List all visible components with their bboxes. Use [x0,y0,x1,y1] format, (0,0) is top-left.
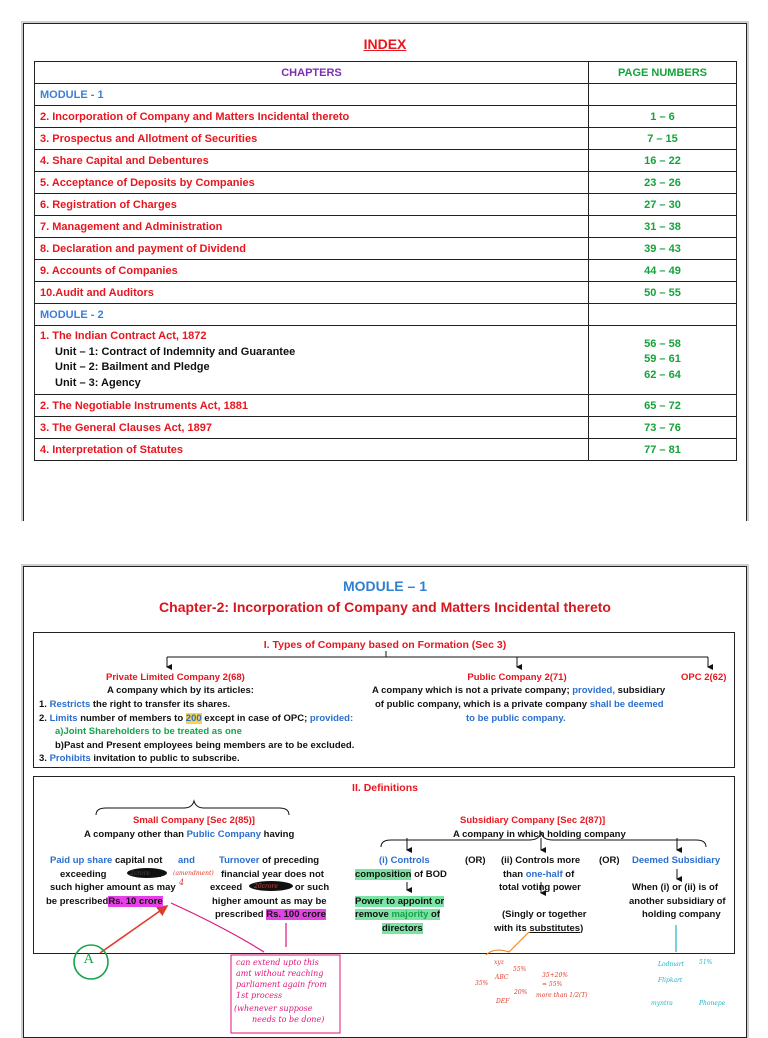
unit-label[interactable]: Unit – 3: Agency [55,376,141,389]
handwritten-note-line5: (whenever suppose [234,1004,313,1013]
page-range: 39 – 43 [589,238,737,260]
pen-myntra: myntra [651,1000,673,1007]
page-range: 1 – 6 [589,106,737,128]
public-company-line1: A company which is not a private company; provided, subsidiary [372,685,666,696]
page-range: 50 – 55 [589,282,737,304]
singly-line2: with its substitutes) [494,923,584,934]
module-label: MODULE - 2 [35,304,589,326]
page-range: 23 – 26 [589,172,737,194]
handwritten-note-line1: can extend upto this [236,958,319,967]
chapter-link[interactable]: 10.Audit and Auditors [35,282,589,304]
private-point-1: 1. Restricts the right to transfer its shares. [39,699,231,710]
page-numbers-header: PAGE NUMBERS [589,62,737,84]
pen-35-percent: 35% [475,980,489,987]
page-range-group [589,326,737,395]
amendment-number: 4 [179,878,185,887]
types-section-title: I. Types of Company based on Formation (Sec 3) [263,639,507,651]
and-connector: and [178,855,195,866]
table-row [35,282,737,304]
subsidiary-company-intro: A company in which holding company [453,829,626,840]
pen-flipkart: Flipkart [658,977,683,984]
paid-up-line1: Paid up share capital not [50,855,163,866]
chapter-link[interactable]: 9. Accounts of Companies [35,260,589,282]
paid-up-line2: exceeding or [60,869,163,880]
paid-up-line3: such higher amount as may [50,882,176,893]
pen-calc-1: 35+20% [542,972,568,979]
table-row [35,326,737,395]
pen-lodmart: Lodmart [658,961,684,968]
table-row [35,194,737,216]
chapter-link[interactable]: 7. Management and Administration [35,216,589,238]
pen-calc-3: more than 1/2(T) [536,992,588,999]
page-range: 27 – 30 [589,194,737,216]
opc-heading: OPC 2(62) [681,672,727,683]
struck-amount-1: 2crore [130,870,151,877]
private-point-2: 2. Limits number of members to 200 except in case of OPC; provided: [39,713,354,724]
table-row [35,84,737,106]
handwritten-note-line2: amt without reaching [236,969,324,978]
table-row [35,439,737,461]
power-line1: Power to appoint or [355,896,445,907]
chapter-link[interactable]: 3. Prospectus and Allotment of Securities [35,128,589,150]
handwritten-note-line3: parliament again from [236,980,327,989]
page-range: 65 – 72 [589,395,737,417]
private-point-2a: a)Joint Shareholders to be treated as one [55,726,242,737]
or-connector-2: (OR) [599,855,620,866]
deemed-line2: another subsidiary of [629,896,726,907]
diagram-connectors [24,567,746,1037]
chapter-page [23,566,747,1038]
circle-a-label: A [84,952,94,967]
page-range: 62 – 64 [644,368,681,381]
deemed-subsidiary-heading: Deemed Subsidiary [632,855,721,866]
pen-phonepe: Phonepe [699,1000,726,1007]
page-range: 16 – 22 [589,150,737,172]
pen-51-percent: 51% [699,959,713,966]
index-table [34,61,737,461]
chapter-with-units [35,326,589,395]
deemed-line3: holding company [642,909,721,920]
table-row [35,238,737,260]
table-row [35,150,737,172]
chapter-link[interactable]: 2. Incorporation of Company and Matters Incidental thereto [35,106,589,128]
page-range: 7 – 15 [589,128,737,150]
table-row [35,417,737,439]
table-row [35,304,737,326]
controls-bod-line2: composition of BOD [355,869,447,880]
deemed-line1: When (i) or (ii) is of [632,882,719,893]
small-company-intro: A company other than Public Company having [84,829,295,840]
turnover-line4: higher amount as may be [212,896,327,907]
page-range [589,304,737,326]
handwritten-note-line6: needs to be done) [252,1015,325,1024]
chapter-link[interactable]: 8. Declaration and payment of Dividend [35,238,589,260]
pen-20-percent: 20% [514,989,528,996]
index-header-row [35,62,737,84]
table-row [35,128,737,150]
page-range: 77 – 81 [589,439,737,461]
module-label: MODULE - 1 [35,84,589,106]
page-gap [0,521,768,566]
voting-power-heading: (ii) Controls more [501,855,581,866]
handwritten-note-line4: 1st process [236,991,283,1000]
struck-amount-2: 20crore [254,883,278,890]
page-range: 59 – 61 [644,353,681,366]
index-page [23,23,747,523]
page-range: 73 – 76 [589,417,737,439]
pen-xyz: xyz [494,959,504,966]
table-row [35,260,737,282]
chapter-link[interactable]: 3. The General Clauses Act, 1897 [35,417,589,439]
subsidiary-company-heading: Subsidiary Company [Sec 2(87)] [460,815,606,826]
singly-line1: (Singly or together [502,909,587,920]
chapter-link[interactable]: 5. Acceptance of Deposits by Companies [35,172,589,194]
chapter-link[interactable]: 2. The Negotiable Instruments Act, 1881 [35,395,589,417]
turnover-line1: Turnover of preceding [219,855,320,866]
paid-up-line4: be prescribedRs. 10 crore [46,896,163,907]
private-point-2b: b)Past and Present employees being members are to be excluded. [55,740,355,751]
power-line3: directors [382,923,423,934]
voting-power-line3: total voting power [499,882,581,893]
controls-bod-heading: (i) Controls [379,855,430,866]
chapter-link[interactable]: 4. Interpretation of Statutes [35,439,589,461]
page-range: 31 – 38 [589,216,737,238]
table-row [35,395,737,417]
table-row [35,106,737,128]
turnover-line2: financial year does not [221,869,324,880]
table-row [35,172,737,194]
chapter-title: Chapter-2: Incorporation of Company and Matters Incidental thereto [159,599,611,615]
pen-55-percent: 55% [513,966,527,973]
chapter-link[interactable]: 4. Share Capital and Debentures [35,150,589,172]
chapters-header: CHAPTERS [35,62,589,84]
page-range [589,84,737,106]
chapter-link[interactable]: 1. The Indian Contract Act, 1872 [40,330,207,342]
pen-abc: ABC [495,974,509,981]
pen-calc-2: = 55% [542,981,563,988]
unit-label[interactable]: Unit – 2: Bailment and Pledge [55,361,210,373]
pen-def: DEF [496,998,510,1005]
public-company-heading: Public Company 2(71) [467,672,567,683]
private-point-3: 3. Prohibits invitation to public to subscribe. [39,753,240,764]
or-connector-1: (OR) [465,855,486,866]
index-title: INDEX [363,36,407,52]
small-company-heading: Small Company [Sec 2(85)] [133,815,255,826]
page-range: 56 – 58 [644,337,681,350]
chapter-link[interactable]: 6. Registration of Charges [35,194,589,216]
amendment-note: (amendment) [173,870,214,877]
module-title: MODULE – 1 [342,578,427,594]
private-company-heading: Private Limited Company 2(68) [106,672,245,683]
turnover-line5: prescribed Rs. 100 crore [215,909,326,920]
table-row [35,216,737,238]
unit-label[interactable]: Unit – 1: Contract of Indemnity and Guarantee [55,345,296,358]
power-line2: remove majority of [355,909,441,920]
public-company-line3: to be public company. [466,713,566,724]
page-range: 44 – 49 [589,260,737,282]
definitions-title: II. Definitions [352,782,418,794]
private-company-intro: A company which by its articles: [107,685,254,696]
turnover-line3: exceed or such [210,882,330,893]
voting-power-line2: than one-half of [503,869,575,880]
public-company-line2: of public company, which is a private company shall be deemed [375,699,664,710]
